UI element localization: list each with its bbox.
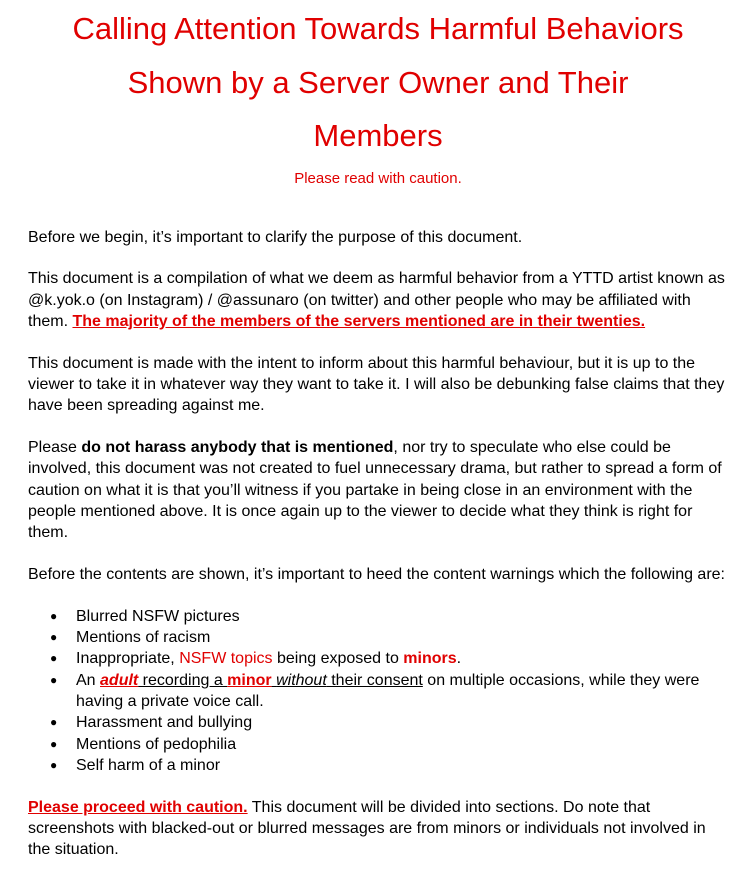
warning-text: on multiple occasions, while they were having a private voice call. (76, 671, 700, 711)
adult-highlight: adult (100, 671, 139, 689)
without-italic: without (276, 671, 327, 689)
list-item (76, 648, 728, 669)
warnings-intro: Before the contents are shown, it’s important to heed the content warnings which the following are: (28, 566, 725, 584)
proceed-caution-highlight: Please proceed with caution. (28, 798, 248, 816)
harassment-paragraph (28, 437, 728, 543)
intro-paragraph: Before we begin, it’s important to clarify the purpose of this document. (28, 228, 523, 246)
age-highlight: The majority of the members of the servers mentioned are in their twenties. (72, 312, 646, 330)
list-item: ● Blurred NSFW pictures (76, 606, 728, 627)
closing-paragraph (28, 797, 728, 861)
harassment-start: Please (28, 439, 82, 457)
harassment-rest: , nor try to speculate who else could be involved, this document was not created to fuel unnecessary drama, but rather to spread a form of caution on what it is that you’ll witness if you partake in being close in an environment with the people mentioned above. It is once again up to the viewer to decide what they think is right for them. (28, 439, 722, 542)
list-item: ● Mentions of racism (76, 627, 728, 648)
minors-red-bold: minors (403, 650, 457, 668)
title-line-1: Calling Attention Towards Harmful Behaviors (72, 11, 684, 46)
warning-text: . (456, 650, 462, 668)
content-warnings-list (28, 606, 728, 776)
no-harass-bold: do not harass anybody that is mentioned (81, 439, 394, 457)
purpose-text: This document is a compilation of what we deem as harmful behavior from a YTTD artist known as @k.yok.o (on Instagram) / @assunaro (on twitter) and other people who may be affiliated with them. (28, 270, 725, 330)
warning-text: An (76, 671, 101, 689)
intent-paragraph: This document is made with the intent to inform about this harmful behaviour, but it is up to the viewer to take it in whatever way they want to take it. I will also be debunking false claims that they have been spreading against me. (28, 354, 725, 415)
list-item: ● Self harm of a minor (76, 755, 728, 776)
nsfw-topics-red: NSFW topics (179, 650, 273, 668)
title-line-3: Members (313, 118, 443, 153)
warning-text: Inappropriate, (76, 650, 180, 668)
warning-text-underlined: recording a (138, 671, 228, 689)
caution-subtitle: Please read with caution. (294, 169, 462, 187)
warning-text-underlined: their consent (326, 671, 423, 689)
minor-highlight: minor (227, 671, 272, 689)
closing-text: This document will be divided into sections. Do note that screenshots with blacked-out or blurred messages are from minors or individuals not involved in the situation. (28, 798, 706, 859)
list-item: ● Harassment and bullying (76, 712, 728, 733)
title-line-2: Shown by a Server Owner and Their (127, 64, 629, 100)
list-item (76, 670, 728, 713)
list-item: ● Mentions of pedophilia (76, 734, 728, 755)
document-title (28, 0, 728, 163)
purpose-paragraph (28, 268, 728, 332)
warning-text: being exposed to (272, 650, 404, 668)
